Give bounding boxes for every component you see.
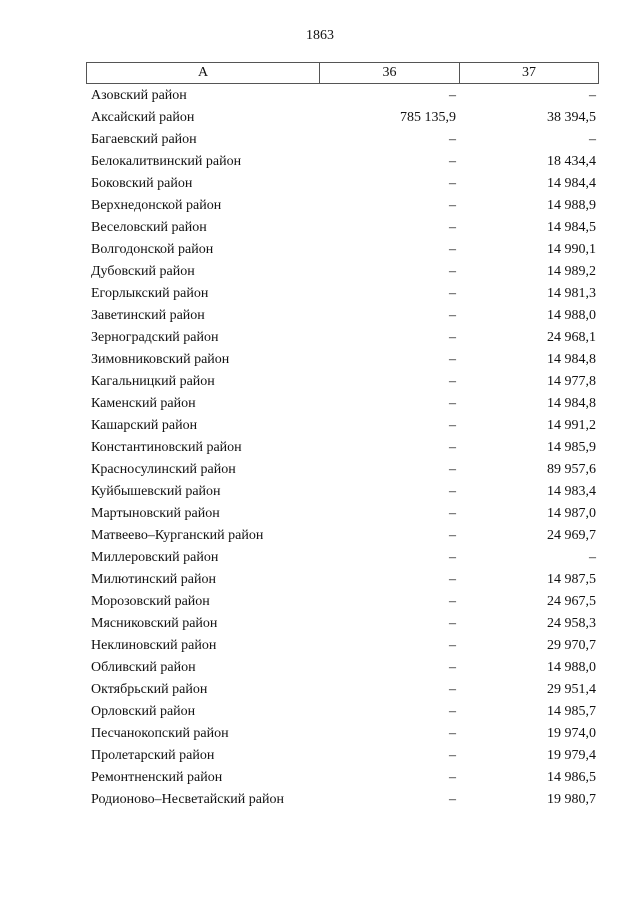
value-column-37: 14 984,5 [547,220,596,235]
table-row [0,85,640,107]
value-column-37: 24 969,7 [547,528,596,543]
district-name: Волгодонской район [91,242,214,257]
value-column-37: 14 986,5 [547,770,596,785]
district-name: Константиновский район [91,440,242,455]
district-name: Милютинский район [91,572,217,587]
table-row [0,569,640,591]
value-column-36: – [449,726,456,741]
district-name: Багаевский район [91,132,197,147]
value-column-37: 14 988,0 [547,308,596,323]
value-column-36: – [449,462,456,477]
district-name: Миллеровский район [91,550,219,565]
table-row [0,503,640,525]
value-column-37: – [589,132,596,147]
value-column-37: 19 980,7 [547,792,596,807]
table-row [0,679,640,701]
table-row [0,415,640,437]
table-row [0,371,640,393]
table-row [0,701,640,723]
table-row [0,151,640,173]
value-column-36: – [449,264,456,279]
value-column-37: 14 990,1 [547,242,596,257]
value-column-37: – [589,550,596,565]
value-column-37: 29 970,7 [547,638,596,653]
district-name: Верхнедонской район [91,198,222,213]
district-name: Песчанокопский район [91,726,229,741]
district-name: Неклиновский район [91,638,217,653]
value-column-37: 38 394,5 [547,110,596,125]
table-row [0,349,640,371]
value-column-36: – [449,594,456,609]
table-row [0,129,640,151]
table-row [0,459,640,481]
value-column-36: – [449,220,456,235]
district-name: Мартыновский район [91,506,220,521]
table-row [0,173,640,195]
table-row [0,613,640,635]
value-column-36: – [449,484,456,499]
district-name: Мясниковский район [91,616,218,631]
header-column-37: 37 [522,65,536,80]
value-column-36: – [449,286,456,301]
table-row [0,305,640,327]
value-column-36: – [449,352,456,367]
value-column-37: 14 983,4 [547,484,596,499]
value-column-36: – [449,506,456,521]
header-column-a: А [87,63,320,83]
value-column-36: – [449,176,456,191]
value-column-36: – [449,682,456,697]
table-row [0,591,640,613]
value-column-37: 19 979,4 [547,748,596,763]
value-column-36: – [449,440,456,455]
table-row [0,217,640,239]
district-name: Белокалитвинский район [91,154,242,169]
district-name: Орловский район [91,704,196,719]
value-column-36: – [449,132,456,147]
district-name: Ремонтненский район [91,770,223,785]
value-column-37: 24 968,1 [547,330,596,345]
district-name: Кашарский район [91,418,198,433]
value-column-37: 89 957,6 [547,462,596,477]
value-column-37: 14 988,9 [547,198,596,213]
value-column-36: – [449,154,456,169]
value-column-37: 14 984,8 [547,352,596,367]
district-name: Пролетарский район [91,748,215,763]
value-column-37: 14 981,3 [547,286,596,301]
district-name: Веселовский район [91,220,207,235]
value-column-36: 785 135,9 [400,110,456,125]
value-column-36: – [449,88,456,103]
district-name: Заветинский район [91,308,205,323]
value-column-37: – [589,88,596,103]
district-name: Матвеево–Курганский район [91,528,264,543]
district-name: Обливский район [91,660,196,675]
table-row [0,107,640,129]
value-column-36: – [449,330,456,345]
value-column-37: 18 434,4 [547,154,596,169]
value-column-36: – [449,660,456,675]
district-name: Дубовский район [91,264,195,279]
district-name: Зимовниковский район [91,352,230,367]
table-header [86,62,599,84]
table-row [0,525,640,547]
value-column-36: – [449,616,456,631]
district-name: Кагальницкий район [91,374,215,389]
value-column-36: – [449,550,456,565]
value-column-36: – [449,638,456,653]
district-name: Азовский район [91,88,187,103]
table-row [0,437,640,459]
value-column-36: – [449,242,456,257]
value-column-37: 24 967,5 [547,594,596,609]
district-name: Морозовский район [91,594,210,609]
district-name: Красносулинский район [91,462,236,477]
table-row [0,657,640,679]
table-row [0,195,640,217]
page-number: 1863 [306,28,334,43]
value-column-37: 14 984,4 [547,176,596,191]
district-name: Боковский район [91,176,193,191]
table-row [0,481,640,503]
table-row [0,239,640,261]
table-row [0,745,640,767]
table-row [0,723,640,745]
header-column-36: 36 [320,63,460,83]
district-name: Зерноградский район [91,330,219,345]
district-name: Родионово–Несветайский район [91,792,284,807]
value-column-37: 24 958,3 [547,616,596,631]
value-column-36: – [449,396,456,411]
value-column-36: – [449,374,456,389]
table-body [0,85,640,811]
value-column-36: – [449,528,456,543]
value-column-37: 29 951,4 [547,682,596,697]
district-name: Октябрьский район [91,682,208,697]
value-column-37: 14 987,5 [547,572,596,587]
table-row [0,327,640,349]
table-row [0,547,640,569]
table-row [0,635,640,657]
value-column-36: – [449,792,456,807]
table-row [0,283,640,305]
value-column-36: – [449,704,456,719]
value-column-37: 14 991,2 [547,418,596,433]
value-column-36: – [449,770,456,785]
value-column-37: 19 974,0 [547,726,596,741]
table-row [0,767,640,789]
district-name: Куйбышевский район [91,484,221,499]
value-column-37: 14 985,7 [547,704,596,719]
value-column-37: 14 985,9 [547,440,596,455]
district-name: Каменский район [91,396,196,411]
value-column-37: 14 984,8 [547,396,596,411]
table-row [0,789,640,811]
district-name: Егорлыкский район [91,286,209,301]
value-column-36: – [449,308,456,323]
value-column-37: 14 977,8 [547,374,596,389]
table-row [0,393,640,415]
value-column-36: – [449,748,456,763]
value-column-36: – [449,418,456,433]
value-column-36: – [449,198,456,213]
value-column-37: 14 988,0 [547,660,596,675]
value-column-37: 14 987,0 [547,506,596,521]
district-name: Аксайский район [91,110,195,125]
value-column-36: – [449,572,456,587]
table-row [0,261,640,283]
value-column-37: 14 989,2 [547,264,596,279]
